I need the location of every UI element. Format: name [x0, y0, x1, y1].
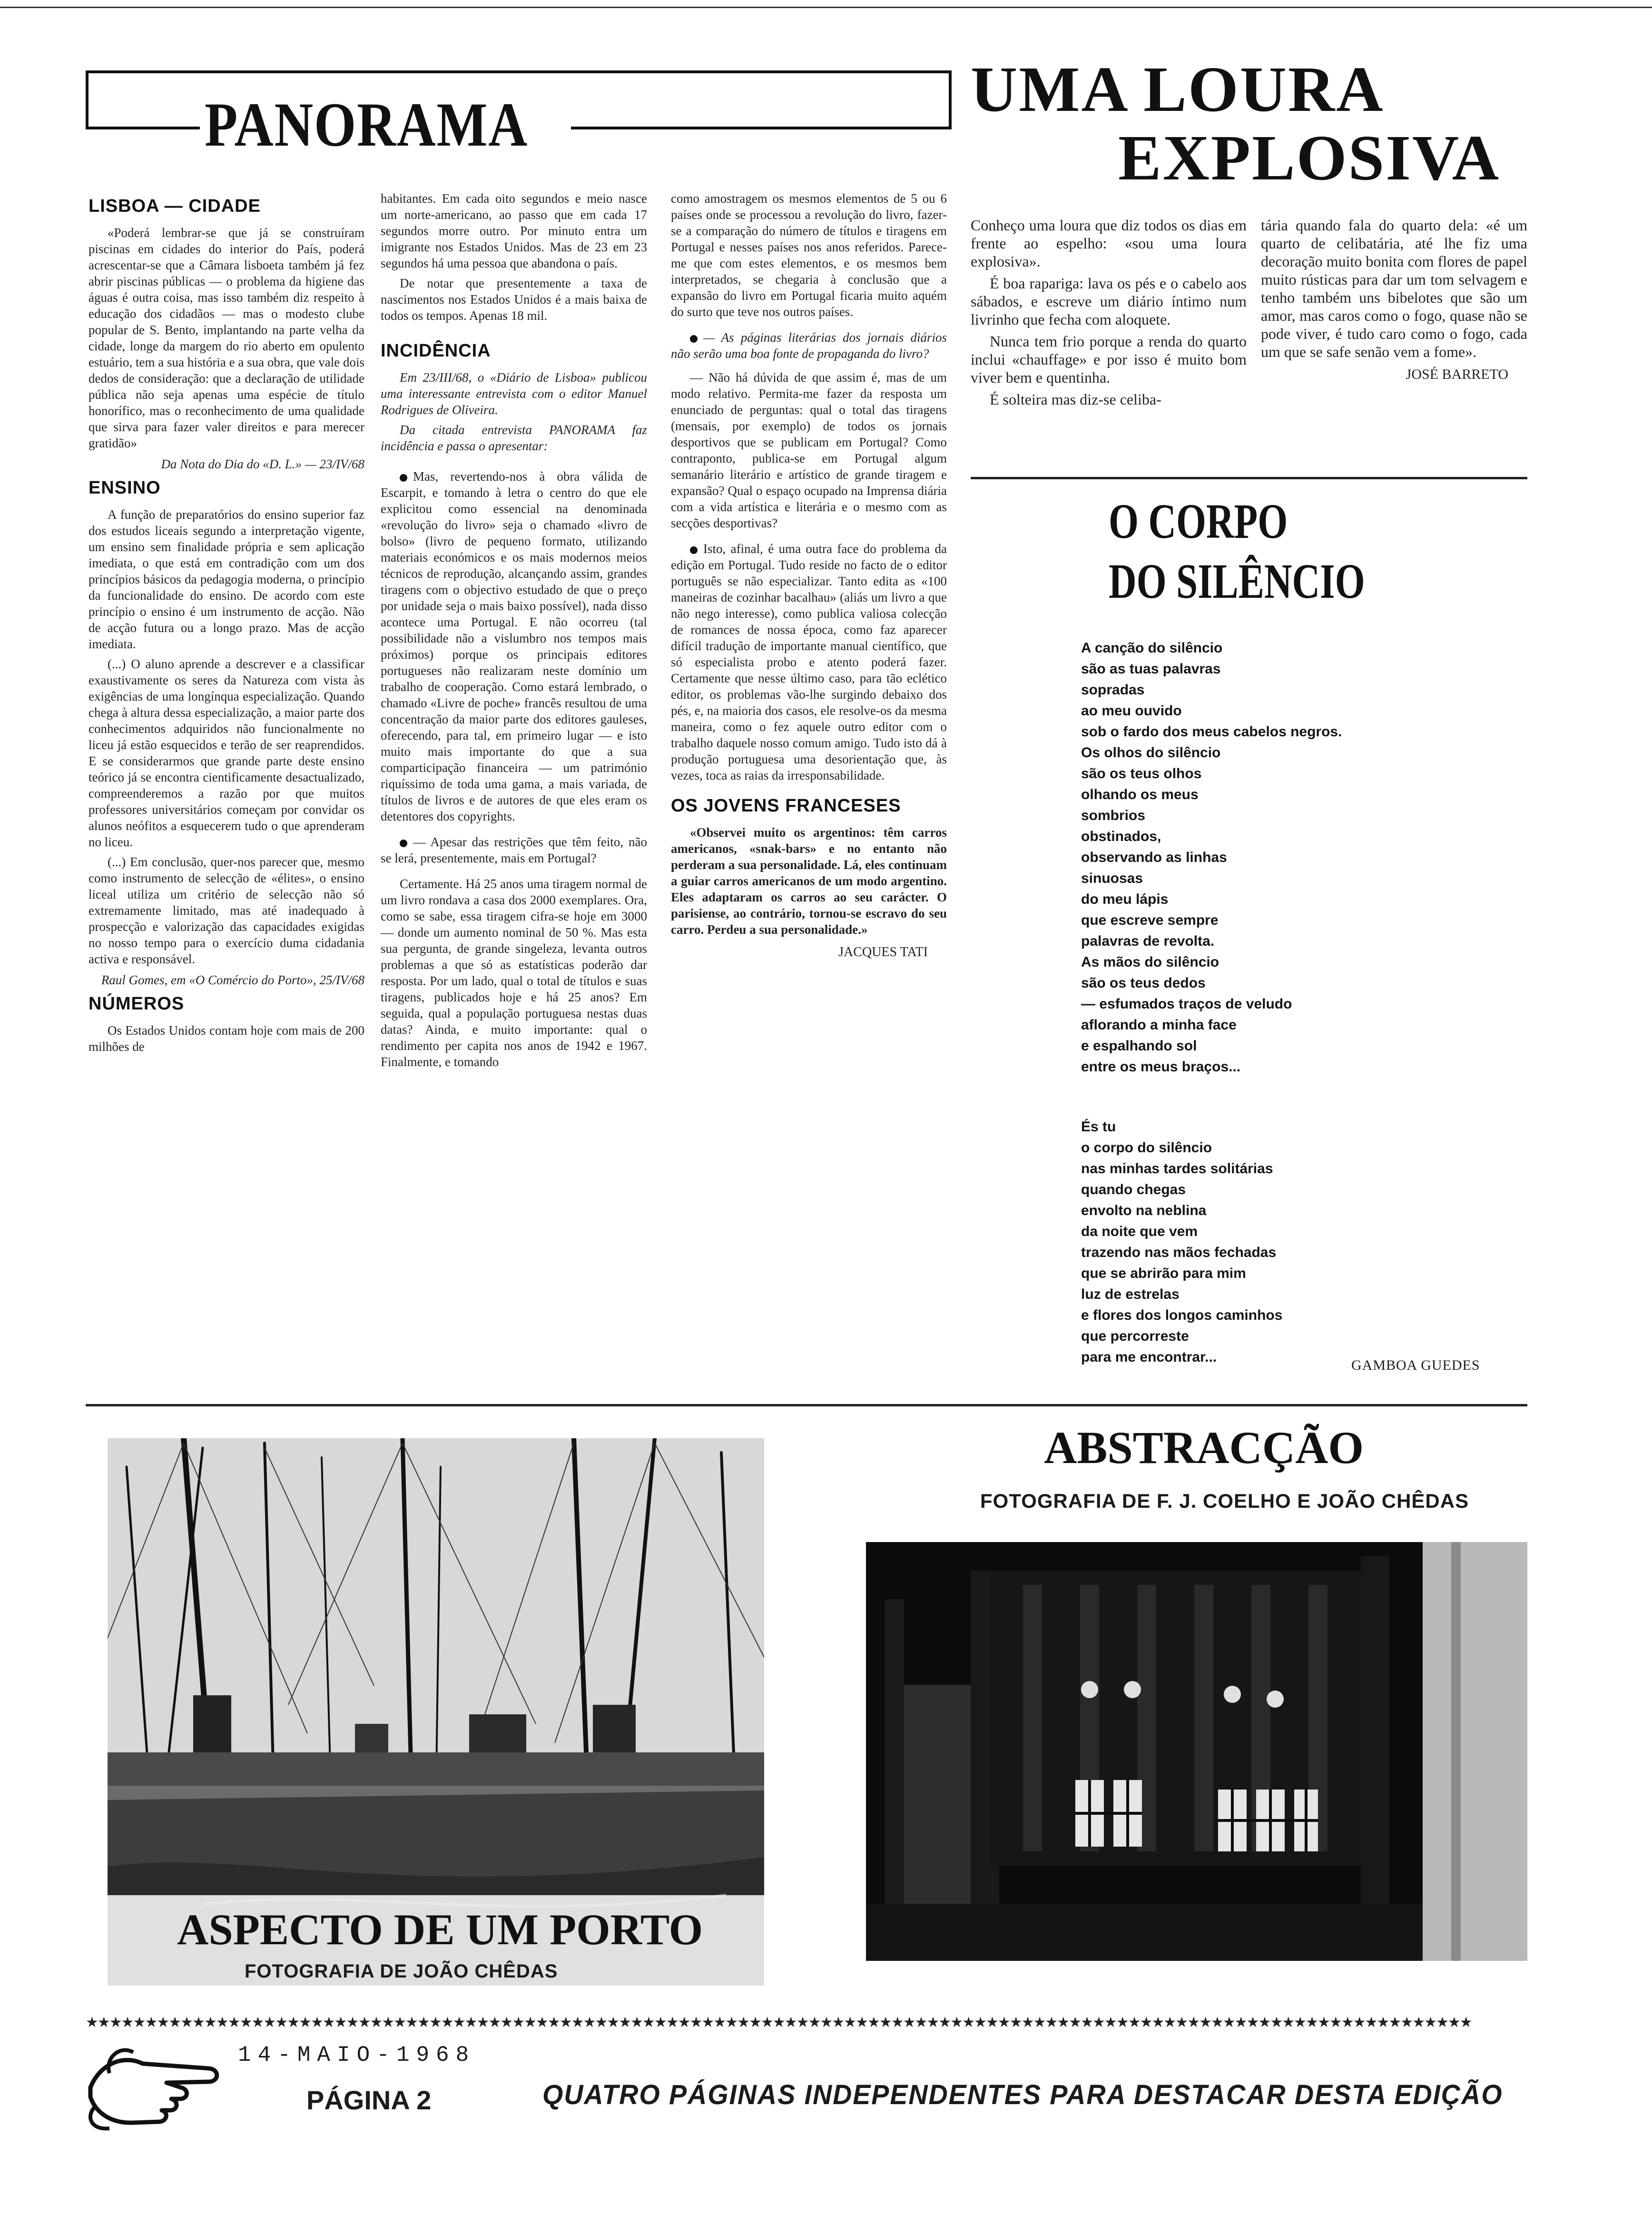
pointing-hand-icon — [81, 2035, 224, 2135]
poem-line: sopradas — [1081, 682, 1145, 698]
poem-line: e flores dos longos caminhos — [1081, 1307, 1283, 1323]
corpo-title-1: O CORPO — [1109, 494, 1288, 549]
poem-line: são os teus olhos — [1081, 766, 1202, 781]
section-head-lisboa: LISBOA — CIDADE — [88, 196, 261, 216]
top-rule — [0, 7, 1652, 8]
poem-line: que percorreste — [1081, 1328, 1189, 1344]
poem-line: ao meu ouvido — [1081, 703, 1182, 719]
loura-author: JOSÉ BARRETO — [1406, 366, 1508, 382]
numeros-cont-p2: De notar que presentemente a taxa de nascimentos nos Estados Unidos é a mais baixa de todos os tempos. Apenas 18 mil. — [381, 276, 647, 323]
poem-line: do meu lápis — [1081, 891, 1169, 907]
porto-photo-art — [108, 1438, 764, 1986]
bullet-icon — [400, 474, 407, 482]
poem-line: e espalhando sol — [1081, 1038, 1197, 1054]
footer-date: 14-MAIO-1968 — [238, 2043, 476, 2067]
poem-line: são os teus dedos — [1081, 975, 1206, 991]
bullet-icon — [690, 546, 698, 554]
ensino-p2: (...) O aluno aprende a descrever e a classificar exaustivamente os seres da Natureza com vista às exigências de uma longínqua especialização. Quando chega à altura dessa especialização, a maior parte dos conhecimentos adquiridos não funcionalmente no liceu já estão esquecidos e terão de ser reaprendidos. E se considerarmos que grande parte deste ensino teórico já se encontra cientificamente desactualizado, compreenderemos a razão por que muitos professores universitários começam por convidar os alunos neófitos a esquecerem tudo o que aprenderam no liceu. — [88, 657, 364, 849]
poem-line: o corpo do silêncio — [1081, 1140, 1212, 1156]
section-head-numeros: NÚMEROS — [88, 994, 185, 1014]
porto-photo — [108, 1438, 764, 1986]
abstraccao-title: ABSTRACÇÃO — [1044, 1422, 1364, 1473]
column-2 — [381, 190, 647, 1074]
footer-tagline: QUATRO PÁGINAS INDEPENDENTES PARA DESTACAR DESTA EDIÇÃO — [542, 2079, 1503, 2110]
poem-line: obstinados, — [1081, 829, 1161, 844]
bullet-icon — [400, 840, 407, 847]
poem-line: sinuosas — [1081, 870, 1143, 886]
poem-line: observando as linhas — [1081, 850, 1227, 865]
jovens-author: JACQUES TATI — [838, 945, 928, 959]
loura-column-left — [971, 216, 1247, 412]
poem-line: palavras de revolta. — [1081, 933, 1215, 949]
poem-rule — [971, 477, 1527, 479]
poem-line: que escreve sempre — [1081, 912, 1219, 928]
numeros-text: Os Estados Unidos contam hoje com mais de 200 milhões de — [88, 1023, 364, 1054]
incidencia-cont-p1: como amostragem os mesmos elementos de 5 ou 6 países onde se processou a revolução do livro, fazer-se a comparação do número de títulos e tiragens em Portugal e nesses países nos anos referidos. Parece-me que com estes elementos, e os mesmos bem interpretados, se chegaria à conclusão que a expansão do livro em Portugal ficaria muito aquém do surto que teve nos outros países. — [671, 191, 947, 319]
corpo-author: GAMBOA GUEDES — [1351, 1357, 1480, 1373]
footer-page: PÁGINA 2 — [306, 2085, 432, 2115]
loura-p5: tária quando fala do quarto dela: «é um quarto de celibatária, até lhe fiz uma decoração muito bonita com flores de papel muito rústicas para dar um tom selvagem e tenho também uns bibelotes que são um amor, mas caros como o fogo, quase não se pode viver, é tudo caro como o fogo, cada um que se safe senão vem a fome». — [1261, 217, 1527, 360]
loura-column-right — [1261, 216, 1527, 384]
ensino-p1: A função de preparatórios do ensino superior faz dos estudos liceais segundo a interpretação vigente, um ensino sem finalidade própria e sem aplicação imediata, o que está em contradição com um dos princípios básicos da pedagogia moderna, o princípio da funcionalidade do ensino. De acordo com este princípio o ensino é um instrumento de acção. Não de acção futura ou a longo prazo. Mas de acção imediata. — [88, 507, 364, 651]
porto-title: ASPECTO DE UM PORTO — [177, 1905, 703, 1954]
poem-line: envolto na neblina — [1081, 1203, 1207, 1218]
loura-p3: Nunca tem frio porque a renda do quarto inclui «chauffage» e por isso é muito bom viver bem e quentinha. — [971, 333, 1247, 386]
poem-line: entre os meus braços... — [1081, 1059, 1241, 1075]
poem-line: Os olhos do silêncio — [1081, 745, 1221, 761]
ensino-source: Raul Gomes, em «O Comércio do Porto», 25/IV/68 — [101, 973, 364, 987]
loura-p4: É solteira mas diz-se celiba- — [990, 391, 1161, 408]
lisboa-source: Da Nota do Dia do «D. L.» — 23/IV/68 — [161, 457, 364, 471]
section-head-jovens: OS JOVENS FRANCESES — [671, 796, 901, 816]
section-head-ensino: ENSINO — [88, 478, 161, 498]
masthead-rule-left — [86, 127, 200, 129]
poem-stanza-2 — [1081, 1117, 1282, 1368]
porto-credit: FOTOGRAFIA DE JOÃO CHÊDAS — [245, 1961, 558, 1982]
section-head-incidencia: INCIDÊNCIA — [381, 341, 491, 361]
lisboa-text: «Poderá lembrar-se que já se construíram piscinas em cidades do interior do País, poderá acrescentar-se que a Câmara lisboeta também já fez abrir piscinas públicas — o problema da higiene das águas é outra coisa, mas isso também diz respeito à educação dos cidadãos — mas o modesto clube popular de S. Bento, implantando na parte velha da cidade, longe da margem do rio aberto em opulento estuário, tem a sua história e a sua obra, que vale dois dedos de consideração: que a declaração de utilidade pública não seja apenas uma espécie de título honorífico, mas o reconhecimento de uma qualidade que sirva para fazer valer direitos e para merecer gratidão» — [88, 226, 364, 450]
ensino-p3: (...) Em conclusão, quer-nos parecer que, mesmo como instrumento de selecção de «élites», o ensino liceal utiliza um critério de selecção não só extremamente limitado, mas até inadequado à prospecção e valorização das capacidades exigidas no nosso tempo para o exercício duma cidadania activa e responsável. — [88, 855, 364, 966]
abstraccao-photo-art — [866, 1542, 1527, 1961]
loura-title-2: EXPLOSIVA — [1118, 122, 1500, 194]
poem-line: quando chegas — [1081, 1182, 1186, 1197]
star-border: ★★★★★★★★★★★★★★★★★★★★★★★★★★★★★★★★★★★★★★★★★★★★★★★★★★★★★★★★★★★★★★★★★★★★★★★★★★★★★★★★★★★★★★★★★★★★★★★★★★★★★★★★★★★★★★★★★★★★★ — [86, 2014, 1472, 2031]
poem-line: são as tuas palavras — [1081, 661, 1221, 677]
incidencia-p4: Isto, afinal, é uma outra face do problema da edição em Portugal. Tudo reside no facto de o editor português se não especializar. Tanto edita as «100 maneiras de cozinhar bacalhau» (aliás um livro a que não nego interesse), como publica valiosa colecção de romances de nossa época, como faz aparecer difícil tradução de importante manual científico, que só especialista probo e atento poderá fazer. Certamente que nesse último caso, para tão eclético editor, os problemas vão-lhe surgindo debaixo dos pés, e, na maioria dos casos, ele resolve-os da mesma maneira, como o fez aquele outro editor com o trabalho daquele nosso comum amigo. Tudo isto dá à produção portuguesa uma desorientação que, às vezes, toca as raias da irresponsabilidade. — [671, 542, 947, 782]
poem-line: As mãos do silêncio — [1081, 954, 1219, 970]
poem-line: aflorando a minha face — [1081, 1017, 1237, 1033]
poem-line: A canção do silêncio — [1081, 640, 1223, 656]
incidencia-p3: Certamente. Há 25 anos uma tiragem normal de um livro rondava a casa dos 2000 exemplares. Ora, como se sabe, essa tiragem cifra-se hoje em 3000 — donde um aumento nominal de 50 %. Mas esta sua pergunta, de grande singeleza, levanta outros problemas a que só as estatísticas poderão dar resposta. Por um lado, qual o total de títulos e suas tiragens, publicados hoje e há 25 anos? Em seguida, qual a população portuguesa nestas duas datas? Ainda, e muito importante: qual o rendimento per capita nos anos de 1942 e 1967. Finalmente, e tomando — [381, 877, 647, 1069]
poem-line: — esfumados traços de veludo — [1081, 996, 1292, 1012]
loura-p2: É boa rapariga: lava os pés e o cabelo aos sábados, e escreve um diário íntimo num livrinho que fecha com aloquete. — [971, 275, 1247, 328]
poem-line: olhando os meus — [1081, 787, 1199, 802]
photo-section-rule — [86, 1404, 1527, 1406]
incidencia-answer: — Não há dúvida de que assim é, mas de um modo relativo. Permita-me fazer da resposta um enunciado de perguntas: qual o total das tiragens (mensais, por exemplo) de todos os jornais desportivos que se publicam em Portugal? Como contraponto, publica-se em Portugal algum semanário literário e artístico de grande tiragem e expansão? Qual o espaço ocupado na Imprensa diária com a vida artística e literária e o mesmo com as secções desportivas? — [671, 370, 947, 530]
incidencia-p2: — Apesar das restrições que têm feito, não se lerá, presentemente, mais em Portugal? — [381, 835, 647, 865]
loura-p1: Conheço uma loura que diz todos os dias em frente ao espelho: «sou uma loura explosiva». — [971, 217, 1247, 270]
poem-line: para me encontrar... — [1081, 1349, 1217, 1365]
poem-line: sombrios — [1081, 808, 1146, 823]
poem-line: sob o fardo dos meus cabelos negros. — [1081, 724, 1342, 740]
poem-line: És tu — [1081, 1119, 1116, 1135]
abstraccao-photo — [866, 1542, 1527, 1961]
incidencia-p1: Mas, revertendo-nos à obra válida de Escarpit, e tomando à letra o centro do que ele explicitou como essencial na denominada «revolução do livro» seja o chamado «livro de bolso» (livro de pequeno formato, utilizando materiais económicos e os mais modernos meios técnicos de reprodução, alcançando assim, grandes tiragens com o objectivo estudado de que o preço por unidade seja o mais baixo possível), nada disso acontece uma Portugal. E não ocorreu (tal possibilidade não a vislumbro nos tempos mais próximos) porque os principais editores portugueses não realizaram neste domínio um trabalho de cooperação. Como estará lembrado, o chamado «Livre de poche» francês resultou de uma concentração da maior parte dos editores gauleses, oferecendo, para tal, em primeiro lugar — e isto muito mais importante do que a sua comparticipação financeira — um património riquíssimo de toda uma gama, a mais variada, de títulos de livros e de autores de que eles eram os detentores dos copyrights. — [381, 469, 647, 823]
poem-line: luz de estrelas — [1081, 1286, 1180, 1302]
bullet-icon — [690, 335, 698, 343]
corpo-title-2: DO SILÊNCIO — [1109, 554, 1365, 609]
poem-line: que se abrirão para mim — [1081, 1266, 1246, 1281]
column-1 — [88, 190, 364, 1058]
abstraccao-credit: FOTOGRAFIA DE F. J. COELHO E JOÃO CHÊDAS — [980, 1490, 1469, 1512]
incidencia-question: — As páginas literárias dos jornais diários não serão uma boa fonte de propaganda do livro? — [671, 330, 947, 361]
masthead-title: PANORAMA — [205, 89, 529, 159]
loura-title-1: UMA LOURA — [971, 54, 1385, 125]
incidencia-intro: Em 23/III/68, o «Diário de Lisboa» publicou uma interessante entrevista com o editor Manuel Rodrigues de Oliveira. — [381, 370, 647, 417]
poem-stanza-1 — [1081, 638, 1342, 1078]
poem-line: nas minhas tardes solitárias — [1081, 1161, 1273, 1177]
masthead-rule-right — [571, 127, 952, 129]
jovens-text: «Observei muito os argentinos: têm carros americanos, «snak-bars» e no entanto não perderam a sua personalidade. Lá, eles continuam a guiar carros americanos de um modo argentino. Eles adaptaram os carros ao seu carácter. O parisiense, ao contrário, tornou-se escravo do seu carro. Perdeu a sua personalidade.» — [671, 825, 947, 937]
column-3 — [671, 190, 947, 960]
poem-line: trazendo nas mãos fechadas — [1081, 1245, 1277, 1260]
incidencia-intro2: Da citada entrevista PANORAMA faz incidência e passa o apresentar: — [381, 423, 647, 453]
poem-line: da noite que vem — [1081, 1224, 1198, 1239]
numeros-cont-p1: habitantes. Em cada oito segundos e meio nasce um norte-americano, ao passo que em cada 17 segundos morre outro. Por minuto entra um imigrante nos Estados Unidos. Mas de 23 em 23 segundos há uma pessoa que abandona o país. — [381, 191, 647, 270]
